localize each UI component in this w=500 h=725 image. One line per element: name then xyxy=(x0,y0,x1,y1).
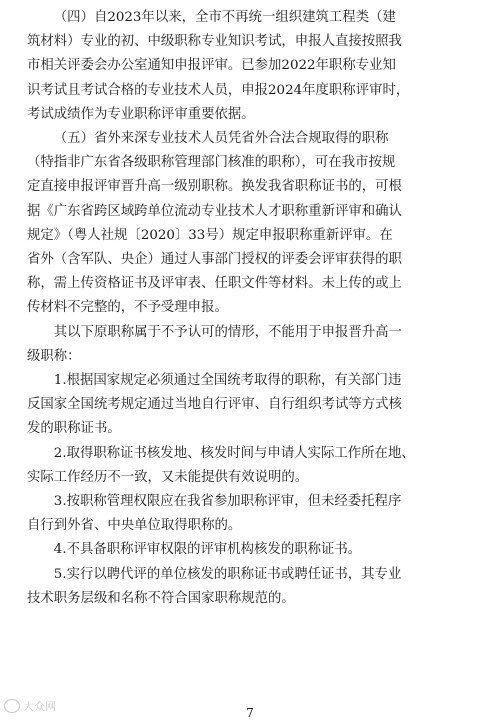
text-line: 据《广东省跨区域跨单位流动专业技术人才职称重新评审和确认 xyxy=(27,203,402,219)
text-line: 4.不具备职称评审权限的评审机构核发的职称证书。 xyxy=(53,542,362,558)
paragraph-8 xyxy=(27,563,479,611)
text-line: 2.取得职称证书核发地、核发时间与申请人实际工作所在地、 xyxy=(53,445,415,461)
text-line: 称，需上传资格证书及评审表、任职文件等材料。未上传的或上 xyxy=(27,276,402,292)
text-line: 技术职务层级和名称不符合国家职称规范的。 xyxy=(27,590,295,606)
text-line: 5.实行以聘代评的单位核发的职称证书或聘任证书，其专业 xyxy=(53,566,402,582)
text-line: （四）自2023年以来，全市不再统一组织建筑工程类（建 xyxy=(53,10,396,25)
text-line: （特指非广东省各级职称管理部门核准的职称），可在我市按规 xyxy=(27,155,396,171)
text-line: 发的职称证书。 xyxy=(27,421,121,437)
text-line: 级职称： xyxy=(27,348,81,364)
paragraph-5 xyxy=(27,442,479,490)
text-line: 识考试且考试合格的专业技术人员，申报2024年度职称评审时， xyxy=(27,82,410,98)
document-body xyxy=(27,6,479,611)
text-line: 考试成绩作为专业职称评审重要依据。 xyxy=(27,106,255,122)
text-line: 实际工作经历不一致，又未能提供有效说明的。 xyxy=(27,469,309,485)
text-line: 筑材料）专业的初、中级职称专业知识考试，申报人直接按照我 xyxy=(27,34,402,50)
text-line: 定直接申报评审晋升高一级别职称。换发我省职称证书的，可根 xyxy=(27,179,402,195)
text-line: 其以下原职称属于不予认可的情形，不能用于申报晋升高一 xyxy=(53,324,402,340)
text-line: 省外（含军队、央企）通过人事部门授权的评委会评审获得的职 xyxy=(27,252,402,268)
text-line: 规定》（粤人社规〔2020〕33号）规定申报职称重新评审。在 xyxy=(27,227,393,243)
text-line: 1.根据国家规定必须通过全国统考取得的职称，有关部门违 xyxy=(53,373,402,389)
text-line: 反国家全国统考规定通过当地自行评审、自行组织考试等方式核 xyxy=(27,397,402,413)
paragraph-6 xyxy=(27,490,479,538)
text-line: （五）省外来深专业技术人员凭省外合法合规取得的职称 xyxy=(53,131,389,147)
text-line: 3.按职称管理权限应在我省参加职称评审，但未经委托程序 xyxy=(53,494,402,510)
text-line: 传材料不完整的，不予受理申报。 xyxy=(27,300,228,316)
text-line: 市相关评委会办公室通知申报评审。已参加2022年职称专业知 xyxy=(27,58,396,74)
paragraph-2 xyxy=(27,127,479,321)
page-number: 7 xyxy=(246,706,254,720)
paragraph-7 xyxy=(27,538,479,562)
paragraph-3 xyxy=(27,321,479,369)
watermark-text: 大众网 xyxy=(23,700,56,713)
text-line: 自行到外省、中央单位取得职称的。 xyxy=(27,518,242,534)
paragraph-4 xyxy=(27,369,479,442)
paragraph-1 xyxy=(27,6,479,127)
